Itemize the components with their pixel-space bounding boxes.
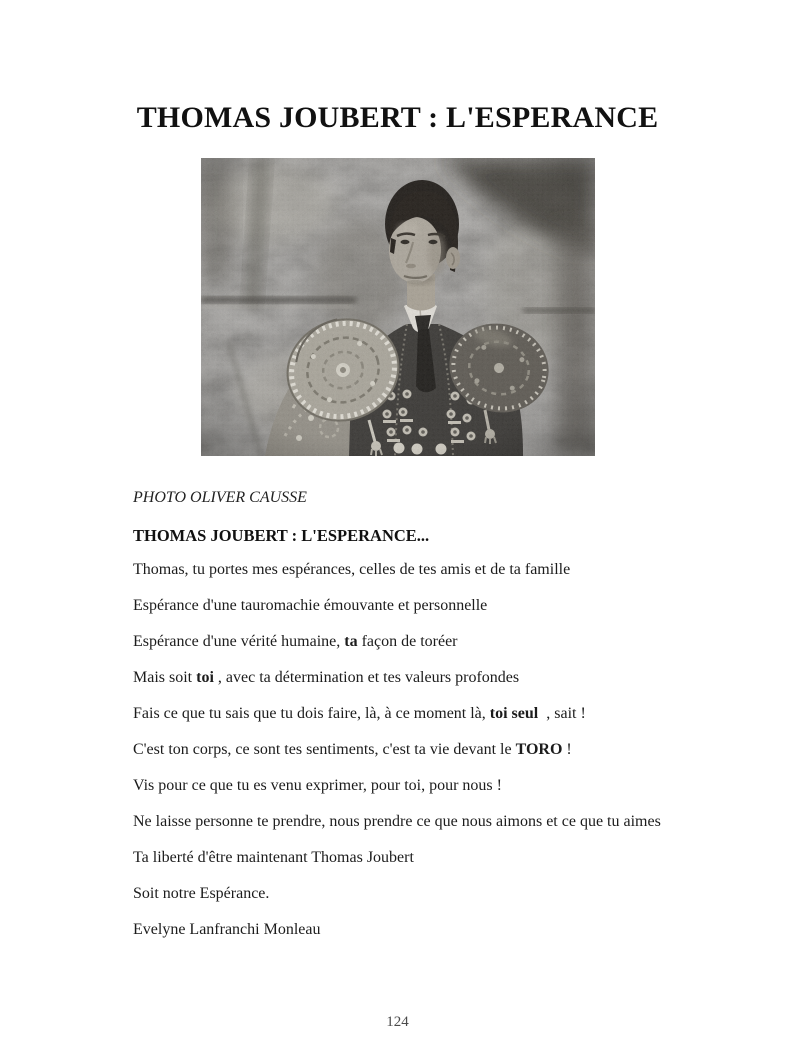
- text-run: C'est ton corps, ce sont tes sentiments, c'est ta vie devant le: [133, 741, 516, 758]
- page-number: 124: [386, 1014, 409, 1030]
- bold-text-run: ta: [344, 633, 358, 650]
- text-run: Thomas, tu portes mes espérances, celles de tes amis et de ta famille: [133, 561, 571, 578]
- vignette-overlay: [201, 158, 595, 456]
- page-content: [133, 100, 662, 942]
- section-heading: THOMAS JOUBERT : L'ESPERANCE...: [133, 526, 430, 545]
- text-run: façon de toréer: [357, 633, 458, 650]
- text-run: Fais ce que tu sais que tu dois faire, là, à ce moment là,: [133, 705, 490, 722]
- paragraph: [133, 666, 662, 690]
- bold-text-run: TORO: [515, 741, 563, 758]
- paragraph: [133, 846, 662, 870]
- text-run: !: [562, 741, 572, 758]
- paragraph: [133, 918, 662, 942]
- paragraph: [133, 630, 662, 654]
- text-run: , sait !: [538, 705, 586, 722]
- text-run: Vis pour ce que tu es venu exprimer, pour toi, pour nous !: [133, 777, 502, 794]
- page-title: THOMAS JOUBERT : L'ESPERANCE: [136, 101, 659, 134]
- paragraph: [133, 810, 662, 834]
- bold-text-run: toi seul: [489, 705, 539, 722]
- text-run: Soit notre Espérance.: [133, 885, 270, 902]
- paragraph: [133, 774, 662, 798]
- bold-text-run: toi: [196, 669, 214, 686]
- paragraph: [133, 738, 662, 762]
- text-run: Evelyne Lanfranchi Monleau: [133, 921, 321, 938]
- matador-photo-svg: [201, 158, 595, 456]
- text-run: Mais soit: [133, 669, 197, 686]
- body-paragraphs: [133, 558, 662, 942]
- paragraph: [133, 702, 662, 726]
- text-run: Ta liberté d'être maintenant Thomas Joubert: [133, 849, 414, 866]
- photo-caption: PHOTO OLIVER CAUSSE: [133, 489, 307, 506]
- text-run: Ne laisse personne te prendre, nous prendre ce que nous aimons et ce que tu aimes: [133, 813, 661, 830]
- text-run: Espérance d'une vérité humaine,: [133, 633, 345, 650]
- text-run: , avec ta détermination et tes valeurs profondes: [213, 669, 520, 686]
- paragraph: [133, 594, 662, 618]
- paragraph: [133, 558, 662, 582]
- paragraph: [133, 882, 662, 906]
- matador-photo: [201, 158, 595, 456]
- text-run: Espérance d'une tauromachie émouvante et personnelle: [133, 597, 488, 614]
